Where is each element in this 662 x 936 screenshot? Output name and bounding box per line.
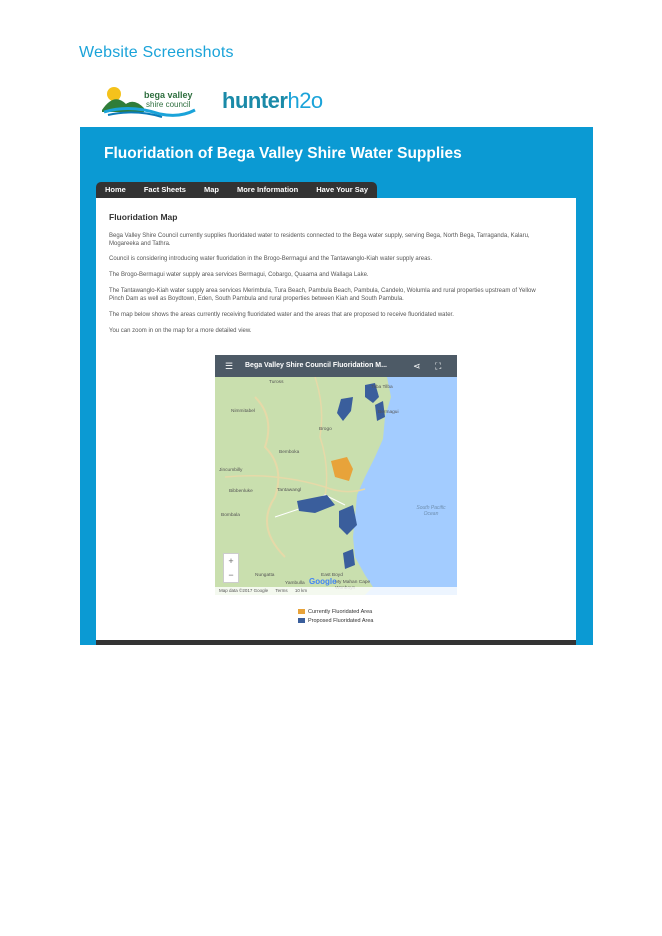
share-icon[interactable]: ⋖ <box>413 361 421 371</box>
document-title: Website Screenshots <box>79 44 234 61</box>
site-title: Fluoridation of Bega Valley Shire Water Supplies <box>104 145 462 162</box>
zoom-control <box>223 553 239 583</box>
map-label-bibbenluke: Bibbenluke <box>229 489 253 494</box>
bega-valley-logo <box>100 84 210 120</box>
hunter-logo-suffix: h2o <box>287 88 323 113</box>
bega-logo-line2: shire council <box>146 100 191 109</box>
map-legend <box>298 607 373 625</box>
map-sidebar-icon[interactable]: ☰ <box>225 361 234 371</box>
hunter-logo-main: hunter <box>222 88 288 113</box>
map-label-nimmitabel: Nimmitabel <box>231 409 255 414</box>
paragraph: Bega Valley Shire Council currently supplies fluoridated water to residents connected to the Bega water supply, serving Bega, North Bega, Tarraganda, Kalaru, Mogareeka and Tathra. <box>109 233 530 247</box>
map-label-ocean: South Pacific Ocean <box>416 505 446 517</box>
legend-current-swatch <box>298 609 305 614</box>
map-label-bermagui: Bermagui <box>378 410 399 415</box>
map-label-brogo: Brogo <box>319 427 332 432</box>
legend-proposed-swatch <box>298 618 305 623</box>
panel-bottom-bar <box>96 640 576 645</box>
nav-more-information[interactable]: More Information <box>236 185 299 194</box>
map-footer <box>215 587 457 595</box>
zoom-out-button[interactable]: − <box>228 570 234 580</box>
map-label-yambulla: Yambulla <box>285 581 305 586</box>
map-label-bombala: Bombala <box>221 513 240 518</box>
map-terms-link[interactable]: Terms <box>275 588 288 593</box>
content-panel <box>96 198 576 642</box>
nav-home[interactable]: Home <box>105 185 126 194</box>
paragraph: The Tantawanglo-Kiah water supply area services Merimbula, Tura Beach, Pambula Beach, Pambula, Candelo, Wolumla and rural properties upstream of Yellow Pinch Dam as well as Boydtown, Eden, South Pambula and rural properties between Kiah and South Pambula. <box>109 288 536 302</box>
paragraph: The Brogo-Bermagui water supply area services Bermagui, Cobargo, Quaama and Wallaga Lake. <box>109 272 369 278</box>
map-label-tilba: Tilba Tilba <box>371 385 393 390</box>
paragraph: The map below shows the areas currently receiving fluoridated water and the areas that are proposed to receive fluoridated water. <box>109 312 454 318</box>
main-nav <box>96 182 377 198</box>
map-label-jincumbilly: Jincumbilly <box>219 468 243 473</box>
fullscreen-icon[interactable]: ⛶ <box>435 361 442 371</box>
zoom-in-button[interactable]: + <box>228 556 234 566</box>
map-scale: 10 km <box>294 588 308 593</box>
map-title: Bega Valley Shire Council Fluoridation M... <box>245 362 387 369</box>
website-screenshot <box>80 127 593 645</box>
nav-have-your-say[interactable]: Have Your Say <box>316 185 369 194</box>
bega-logo-line1: bega valley <box>144 90 193 100</box>
map-label-nungatta: Nungatta <box>255 573 275 578</box>
map-label-tuross: Tuross <box>269 380 284 385</box>
logos-row <box>100 84 340 124</box>
legend-proposed-label: Proposed Fluoridated Area <box>308 617 374 624</box>
map-label-east-boyd: East Boyd <box>321 573 343 578</box>
embedded-map[interactable] <box>215 355 457 595</box>
hunter-h2o-logo <box>222 88 323 114</box>
google-logo: Google <box>309 577 337 586</box>
map-header <box>215 355 457 377</box>
paragraph: You can zoom in on the map for a more detailed view. <box>109 328 252 334</box>
nav-fact-sheets[interactable]: Fact Sheets <box>143 185 186 194</box>
paragraph: Council is considering introducing water fluoridation in the Brogo-Bermagui and the Tantawanglo-Kiah water supply areas. <box>109 256 433 262</box>
map-heading: Fluoridation Map <box>109 212 178 222</box>
map-label-bemboka: Bemboka <box>279 450 300 455</box>
map-attribution: Map data ©2017 Google <box>219 588 269 593</box>
legend-current-label: Currently Fluoridated Area <box>308 608 373 615</box>
nav-map[interactable]: Map <box>203 185 219 194</box>
map-label-tantawanglo: Tantawangl <box>277 488 302 493</box>
map-label-mcape: My Mahan Cape <box>335 580 371 585</box>
